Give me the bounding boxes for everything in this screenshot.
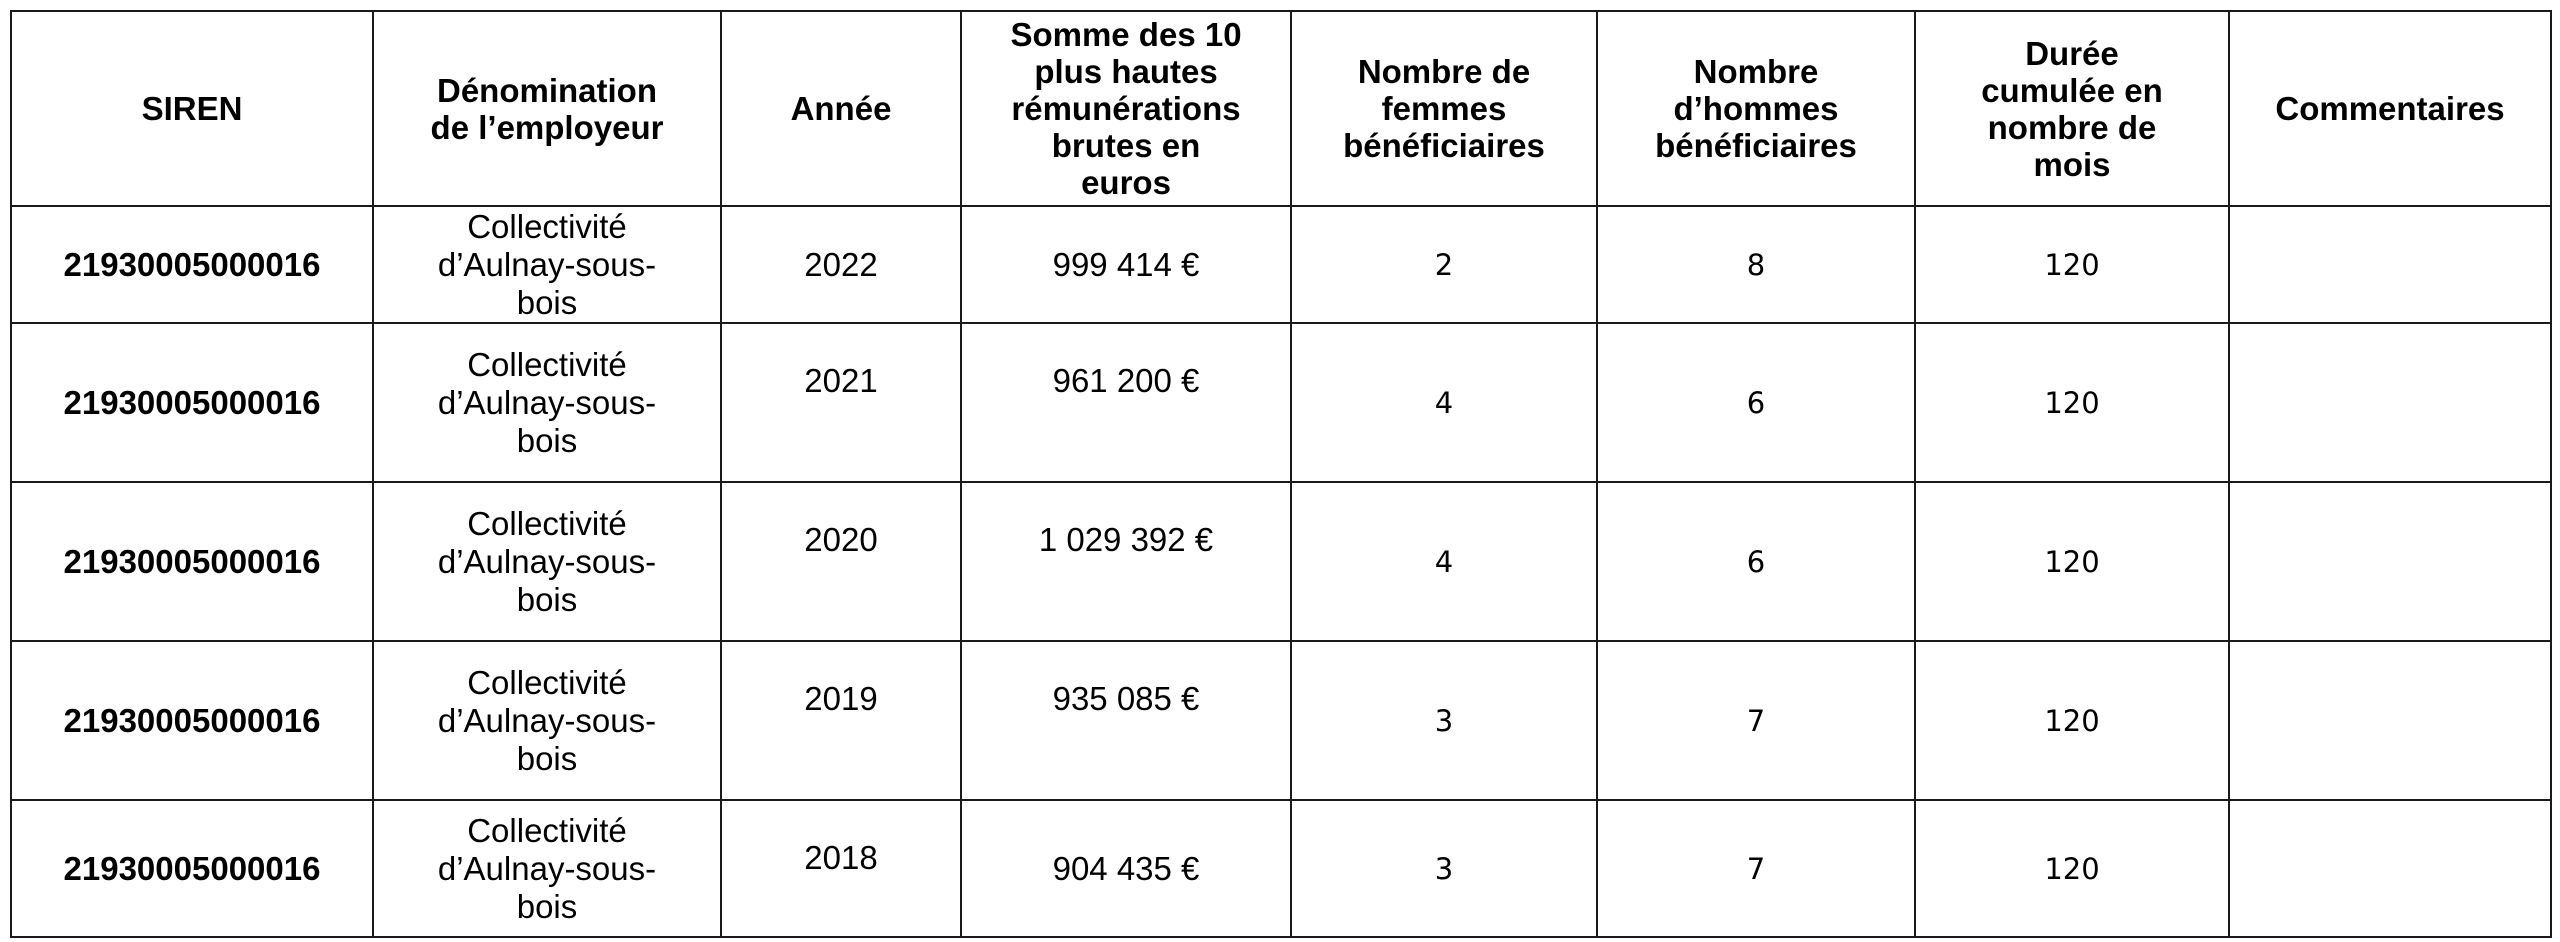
cell-months: 120 (1915, 323, 2229, 482)
cell-comment (2229, 323, 2551, 482)
header-line: Somme des 10 (1010, 16, 1242, 53)
cell-women: 3 (1291, 800, 1597, 937)
cell-men: 7 (1597, 800, 1915, 937)
cell-employer (373, 323, 721, 482)
header-line: plus hautes (1034, 53, 1218, 90)
cell-months: 120 (1915, 482, 2229, 641)
cell-months: 120 (1915, 206, 2229, 323)
cell-women: 3 (1291, 641, 1597, 800)
header-line: Dénomination (437, 71, 657, 109)
cell-comment (2229, 206, 2551, 323)
cell-year: 2020 (721, 482, 961, 641)
employer-line: Collectivité (467, 663, 627, 701)
header-line: SIREN (141, 90, 243, 127)
header-line: cumulée en (1981, 71, 2163, 109)
cell-siren: 21930005000016 (11, 206, 373, 323)
header-row (11, 11, 2551, 206)
table-row (11, 323, 2551, 482)
header-line: nombre de (1987, 108, 2157, 146)
header-line: de l’employeur (430, 108, 664, 146)
cell-year: 2019 (721, 641, 961, 800)
cell-comment (2229, 641, 2551, 800)
cell-year: 2022 (721, 206, 961, 323)
cell-women: 4 (1291, 482, 1597, 641)
cell-employer (373, 800, 721, 937)
employer-line: Collectivité (467, 504, 627, 542)
header-line: Durée (2025, 34, 2119, 72)
cell-sum: 904 435 € (961, 800, 1291, 937)
employer-line: bois (516, 887, 578, 925)
header-line: euros (1081, 164, 1171, 201)
cell-men: 7 (1597, 641, 1915, 800)
employer-line: d’Aulnay-sous- (437, 542, 657, 580)
cell-months: 120 (1915, 641, 2229, 800)
table-row (11, 800, 2551, 937)
cell-employer (373, 641, 721, 800)
employer-line: d’Aulnay-sous- (437, 383, 657, 421)
table-row (11, 641, 2551, 800)
cell-employer (373, 482, 721, 641)
header-siren (11, 11, 373, 206)
header-line: Année (790, 90, 892, 127)
cell-year: 2018 (721, 800, 961, 937)
cell-men: 8 (1597, 206, 1915, 323)
header-sum (961, 11, 1291, 206)
employer-line: d’Aulnay-sous- (437, 245, 657, 283)
cell-comment (2229, 482, 2551, 641)
header-line: d’hommes (1673, 90, 1839, 127)
cell-siren: 21930005000016 (11, 482, 373, 641)
header-line: bénéficiaires (1343, 127, 1545, 164)
employer-line: bois (516, 739, 578, 777)
header-line: bénéficiaires (1655, 127, 1857, 164)
header-line: brutes en (1051, 127, 1201, 164)
employer-line: bois (516, 283, 578, 321)
cell-sum: 961 200 € (961, 323, 1291, 482)
table-row (11, 482, 2551, 641)
cell-women: 4 (1291, 323, 1597, 482)
header-months (1915, 11, 2229, 206)
employer-line: d’Aulnay-sous- (437, 849, 657, 887)
cell-women: 2 (1291, 206, 1597, 323)
header-women (1291, 11, 1597, 206)
header-year (721, 11, 961, 206)
employer-line: bois (516, 580, 578, 618)
cell-siren: 21930005000016 (11, 800, 373, 937)
cell-siren: 21930005000016 (11, 641, 373, 800)
cell-sum: 935 085 € (961, 641, 1291, 800)
header-line: Nombre (1693, 53, 1819, 90)
cell-men: 6 (1597, 482, 1915, 641)
employer-line: bois (516, 421, 578, 459)
table-row (11, 206, 2551, 323)
cell-men: 6 (1597, 323, 1915, 482)
header-line: Nombre de (1357, 53, 1531, 90)
cell-sum: 1 029 392 € (961, 482, 1291, 641)
employer-line: d’Aulnay-sous- (437, 701, 657, 739)
cell-siren: 21930005000016 (11, 323, 373, 482)
employer-line: Collectivité (467, 811, 627, 849)
cell-year: 2021 (721, 323, 961, 482)
header-line: rémunérations (1011, 90, 1241, 127)
employer-line: Collectivité (467, 345, 627, 383)
header-comments (2229, 11, 2551, 206)
cell-comment (2229, 800, 2551, 937)
employer-line: Collectivité (467, 207, 627, 245)
cell-sum: 999 414 € (961, 206, 1291, 323)
header-line: mois (2033, 145, 2111, 183)
remuneration-table (10, 10, 2552, 938)
header-line: Commentaires (2275, 90, 2505, 127)
header-employer (373, 11, 721, 206)
header-line: femmes (1381, 90, 1507, 127)
cell-months: 120 (1915, 800, 2229, 937)
cell-employer (373, 206, 721, 323)
header-men (1597, 11, 1915, 206)
